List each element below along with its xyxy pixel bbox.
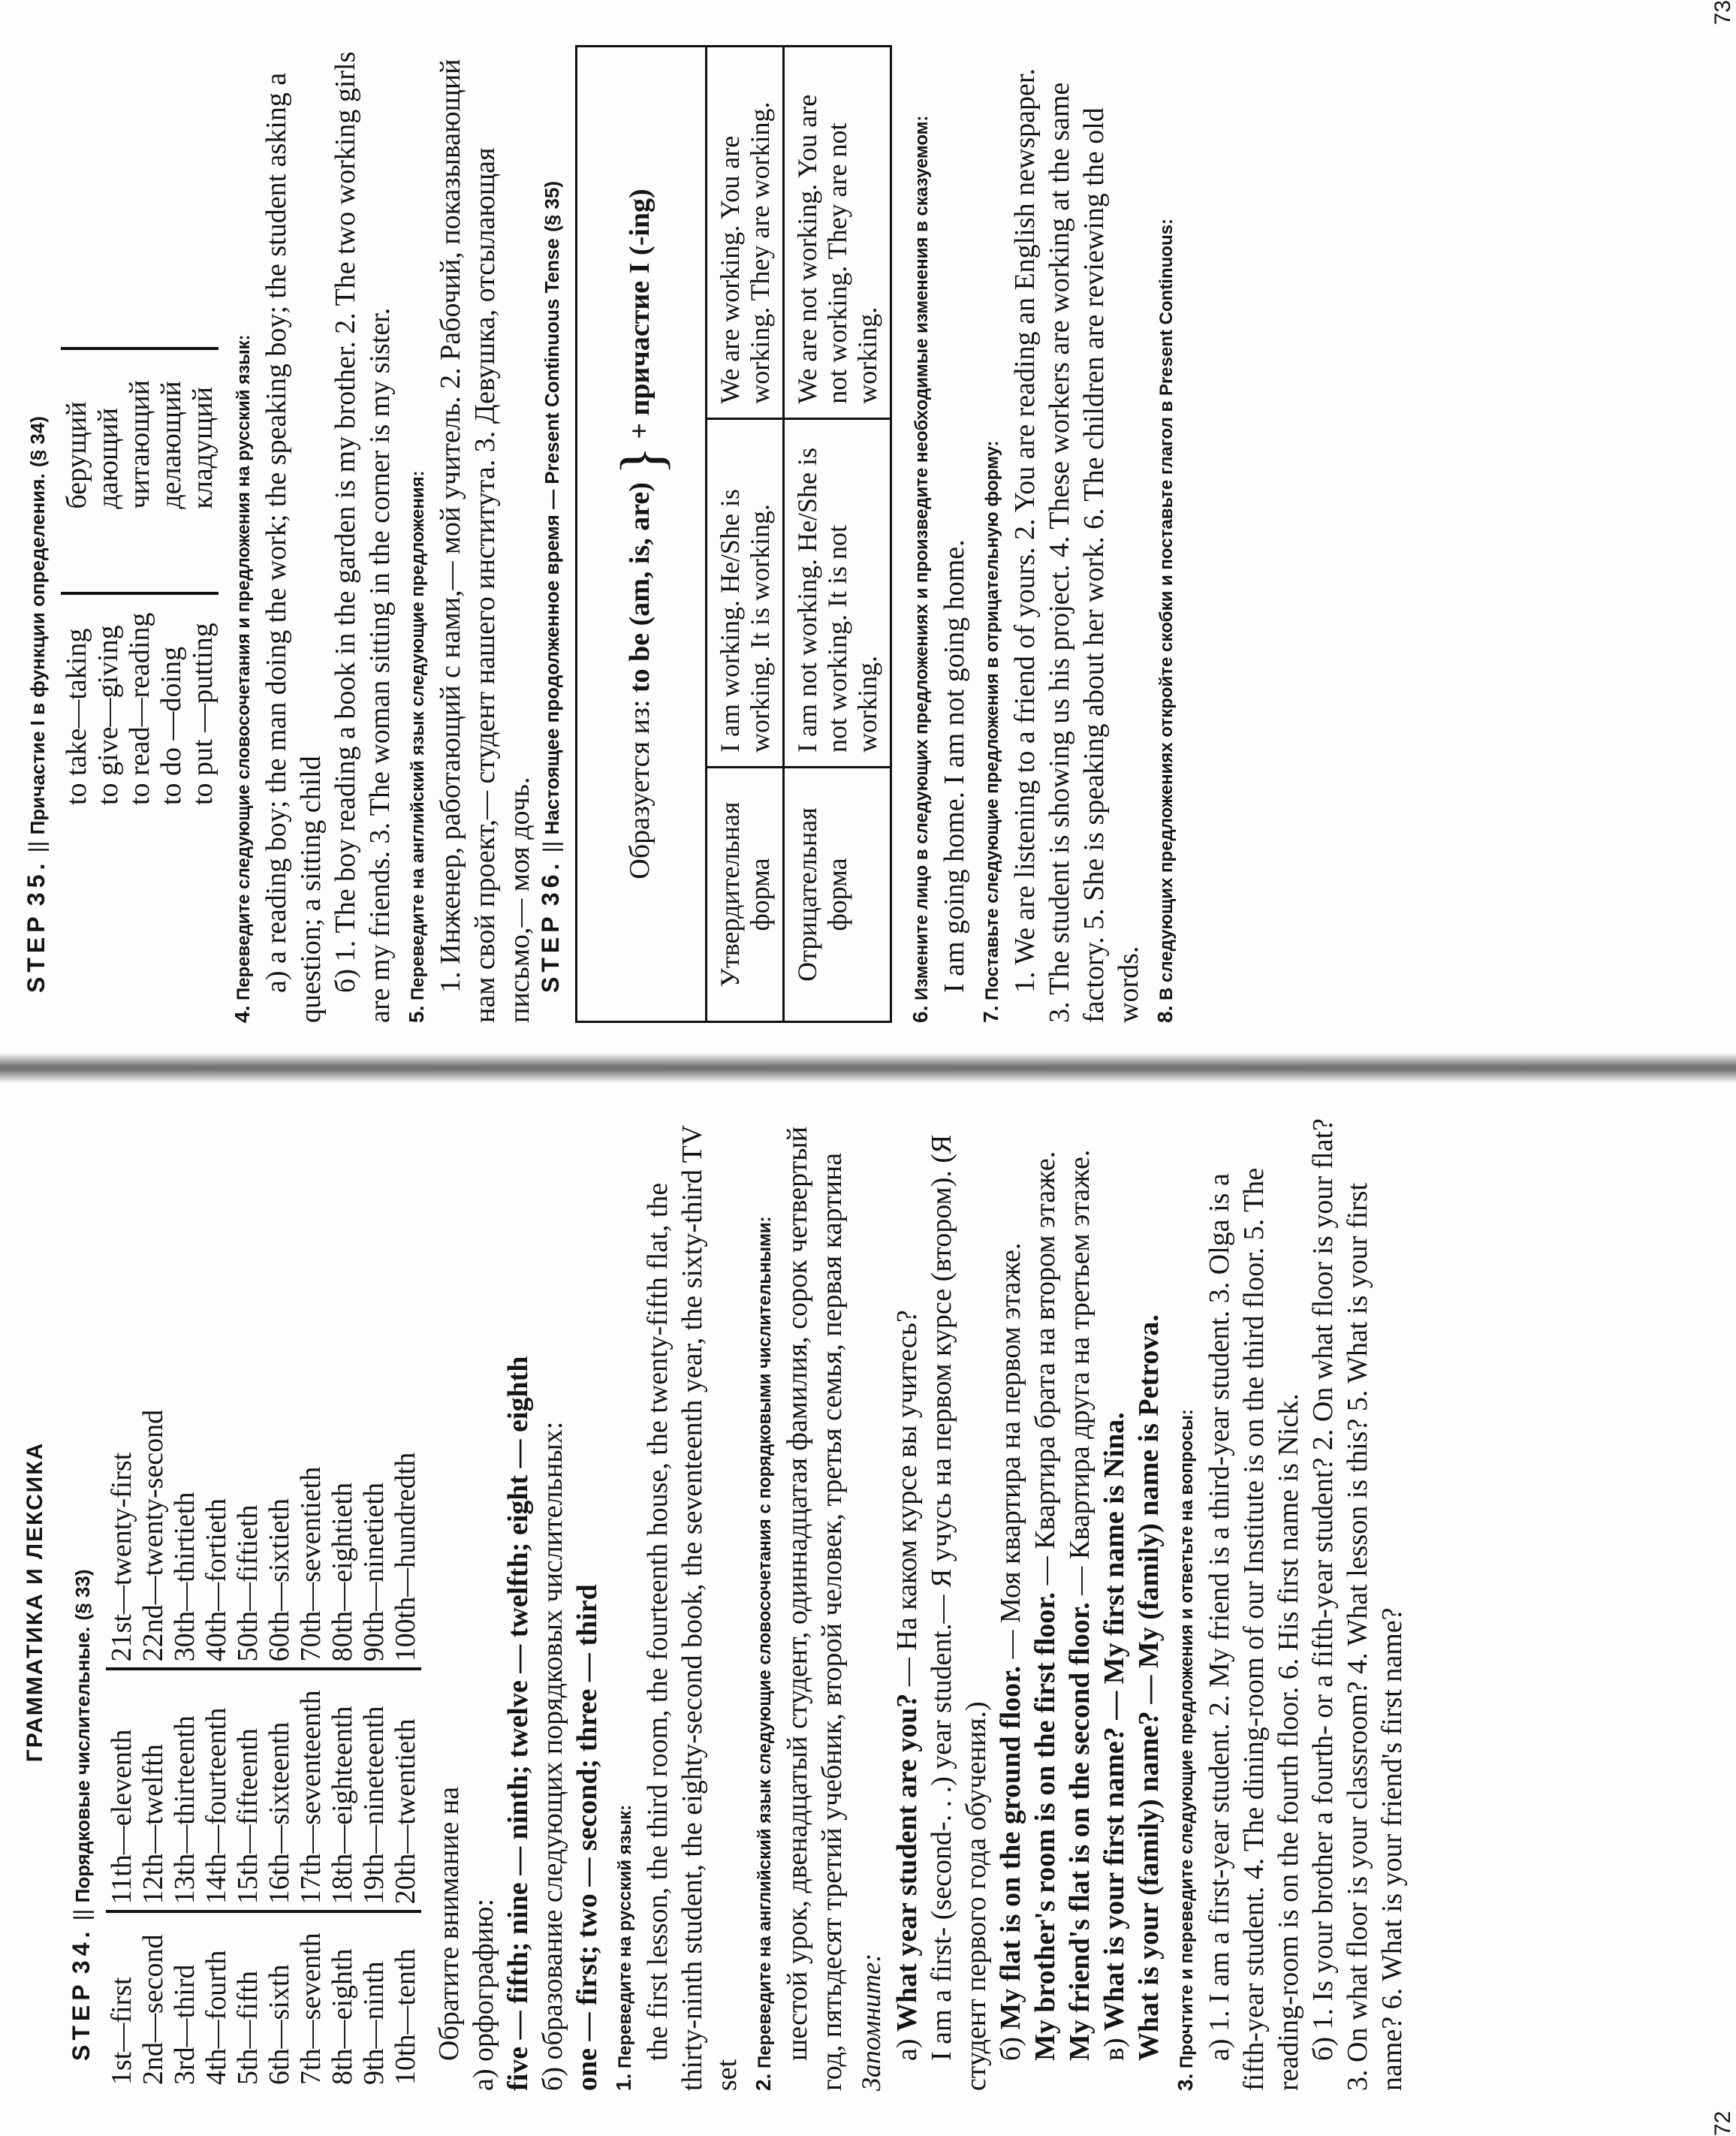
memo-b-3: My friend's flat is on the second floor. — Квартира друга на третьем этаже.	[1064, 1149, 1096, 2061]
affirmative-plural: We are working. You are working. They are working.	[707, 47, 784, 419]
attention-a-text: five — fifth; nine — ninth; twelve — twelfth; eight — eighth	[502, 1356, 534, 2091]
task-4-title: 4. Переведите следующие словосочетания и предложения на русский язык:	[231, 334, 254, 1023]
attention-b-label: б) образование следующих порядковых числительных:	[537, 1421, 568, 2091]
task-7-title: 7. Поставьте следующие предложения в отрицательную форму:	[979, 440, 1002, 1023]
task-7-text: 1. We are listening to a friend of yours. 2. You are reading an English newspaper. 3. The student is showing us his project. 4. These workers are working at the same factory. 5. She is speaking about her work. 6. The children are reviewing the old words.	[1009, 68, 1144, 1023]
task-4-a: а) a reading boy; the man doing the work; the speaking boy; the student asking a question; a sitting child	[261, 72, 327, 1023]
negative-label: Отрицательная форма	[784, 768, 891, 1022]
memo-c-1: в) What is your first name? — My first name is Nina.	[1099, 1412, 1130, 2061]
ordinals-col-3: 21st—twenty-first 22nd—twenty-second 30th—thirtieth 40th—fortieth 50th—fiftieth 60th—sixtieth 70th—seventieth 80th—eightieth 90th—ninetieth 100th—hundredth	[106, 1390, 421, 1671]
participle-en-column: to take—taking to give—giving to read—reading to do —doing to put —putting	[61, 592, 219, 805]
page-72	[0, 1068, 1736, 2136]
task-5-title: 5. Переведите на английский язык следующие предложения:	[405, 470, 428, 1023]
brace-symbol: }	[609, 446, 676, 475]
step-36-title: STEP 36. || Настоящее продолженное время — Present Continuous Tense (§ 35)	[537, 180, 564, 993]
task-5-text: 1. Инженер, работающий с нами,— мой учитель. 2. Рабочий, показывающий нам свой проект,— студент нашего института. 3. Девушка, отсылающая письмо,— моя дочь.	[435, 59, 535, 1023]
negative-singular: I am not working. He/She is not working. It is not working.	[784, 418, 891, 767]
task-6-title: 6. Измените лицо в следующих предложениях и произведите необходимые изменения в сказуемом:	[909, 115, 932, 1023]
memo-a: а) What year student are you? — На каком курсе вы учитесь?	[891, 1310, 923, 2061]
task-8-title: 8. В следующих предложениях откройте скобки и поставьте глагол в Present Continuous:	[1153, 219, 1177, 1023]
page-number: 72	[1710, 2110, 1735, 2136]
affirmative-singular: I am working. He/She is working. It is working.	[707, 418, 784, 767]
step-35-title: STEP 35. || Причастие I в функции определения. (§ 34)	[23, 416, 50, 993]
task-3-title: 3. Прочтите и переведите следующие предложения и ответьте на вопросы:	[1174, 1409, 1197, 2091]
task-4-b: б) 1. The boy reading a book in the garden is my brother. 2. The two working girls are my friends. 3. The woman sitting in the corner is my sister.	[330, 51, 396, 1023]
ordinals-col-1: 1st—first 2nd—second 3rd—third 4th—fourth 5th—fifth 6th—sixth 7th—seventh 8th—eighth 9th—ninth 10th—tenth	[106, 1932, 421, 2085]
participle-ru-column: берущий дающий читающий делающий кладущий	[61, 347, 219, 592]
attention-title: Обратите внимание на	[433, 1786, 465, 2061]
memo-a-answer: I am a first- (second-. . .) year student.— Я учусь на первом курсе (втором). (Я студент первого года обучения.)	[926, 1134, 992, 2091]
ordinals-table	[106, 1113, 421, 2091]
task-1-title: 1. Переведите на русский язык:	[612, 1804, 635, 2091]
present-continuous-table	[575, 45, 892, 1023]
task-1-text: the first lesson, the third room, the fourteenth house, the twenty-fifth flat, the thirty-ninth student, the eighty-second book, the seventeenth year, the sixty-third TV set	[642, 1125, 743, 2091]
running-head: ГРАММАТИКА И ЛЕКСИКА	[23, 1441, 47, 1763]
affirmative-label: Утвердительная форма	[707, 768, 784, 1022]
participle-table	[61, 45, 219, 805]
attention-b-text: one — first; two — second; three — third	[571, 1584, 603, 2091]
attention-a-label: а) орфографию:	[468, 1899, 499, 2091]
task-3-b: б) 1. Is your brother a fourth- or a fifth-year student? 2. On what floor is your flat? 3. On what floor is your classroom? 4. What lesson is this? 5. What is your first name? 6. What is your friend's first name?	[1307, 1118, 1408, 2091]
task-2-title: 2. Переведите на английский язык следующие словосочетания с порядковыми числительными:	[752, 1216, 775, 2091]
memo-b-1: б) My flat is on the ground floor. — Моя квартира на первом этаже.	[995, 1242, 1026, 2061]
task-6-text: I am going home. I am not going home.	[939, 539, 970, 993]
negative-plural: We are not working. You are not working. They are not working.	[784, 47, 891, 419]
memo-b-2: My brother's room is on the first floor. — Квартира брата на втором этаже.	[1029, 1151, 1061, 2061]
ordinals-col-2: 11th—eleventh 12th—twelfth 13th—thirteenth 14th—fourteenth 15th—fifteenth 16th—sixteenth 17th—seventeenth 18th—eighteenth 19th—nineteenth 20th—twentieth	[106, 1670, 421, 1913]
task-2-text: шестой урок, двенадцатый студент, одиннадцатая фамилия, сорок четвертый год, пятьдесят третий учебник, второй человек, третья семья, первая картина	[782, 1126, 848, 2091]
table-header: Образуется из: to be (am, is, are) } + причастие I (-ing)	[577, 47, 707, 1022]
step-34-title: STEP 34. || Порядковые числительные. (§ 33)	[68, 1569, 95, 2061]
memo-c-2: What is your (family) name? — My (family) name is Petrova.	[1133, 1314, 1165, 2061]
page-number: 73	[1710, 0, 1735, 26]
task-3-a: а) 1. I am a first-year student. 2. My friend is a third-year student. 3. Olga is a fifth-year student. 4. The dining-room of our Institute is on the third floor. 5. The reading-room is on the fourth floor. 6. His first name is Nick.	[1204, 1167, 1304, 2091]
memo-label: Запомните:	[856, 1953, 886, 2091]
